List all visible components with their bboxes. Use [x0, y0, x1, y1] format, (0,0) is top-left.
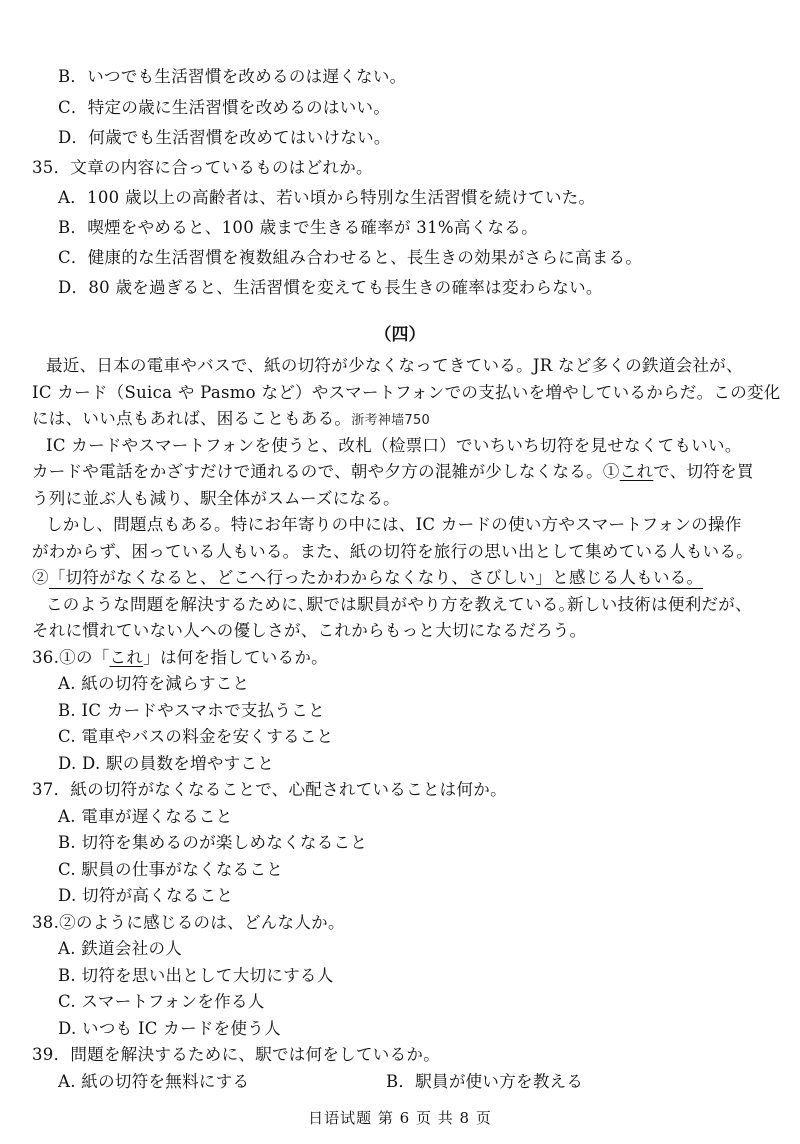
underlined-quote: 「切符がなくなると、どこへ行ったかわからなくなり、さびしい」と感じる人もいる。 — [48, 568, 704, 587]
marker-1: ① — [602, 462, 620, 481]
q36-stem-post: 」は何を指しているか。 — [143, 648, 328, 667]
q35-option-a: A．100 歳以上の高齢者は、若い頃から特別な生活習慣を続けていた。 — [58, 188, 596, 207]
q34-option-d: D．何歳でも生活習慣を改めてはいけない。 — [58, 128, 391, 147]
passage-p2-line1: IC カードやスマートフォンを使うと、改札（检票口）でいちいち切符を見せなくてもいい。 — [46, 436, 742, 455]
q36-stem-pre: 36.①の「 — [32, 648, 110, 667]
q35-option-b: B．喫煙をやめると、100 歳まで生きる確率が 31%高くなる。 — [58, 218, 538, 237]
q38-option-c: C. スマートフォンを作る人 — [58, 992, 265, 1011]
q37-option-d: D. 切符が高くなること — [58, 886, 234, 905]
q36-stem — [32, 647, 328, 669]
passage-p1-line1: 最近、日本の電車やバスで、紙の切符が少なくなってきている。JR など多くの鉄道会社が、 — [46, 356, 743, 375]
q39-option-b: B．駅員が使い方を教える — [386, 1072, 584, 1091]
q37-option-a: A. 電車が遅くなること — [58, 807, 233, 826]
q39-option-a: A. 紙の切符を無料にする — [58, 1072, 250, 1091]
q36-option-a: A. 紙の切符を減らすこと — [58, 674, 250, 693]
passage-p2-line3: う列に並ぶ人も減り、駅全体がスムーズになる。 — [32, 489, 400, 508]
q37-stem: 37．紙の切符がなくなることで、心配されていることは何か。 — [32, 780, 507, 799]
passage-p1-line2: IC カード（Suica や Pasmo など）やスマートフォンでの支払いを増やしているからだ。この変化 — [32, 383, 781, 402]
q35-option-d: D．80 歳を過ぎると、生活習慣を変えても長生きの確率は変わらない。 — [58, 278, 603, 297]
q36-option-b: B. IC カードやスマホで支払うこと — [58, 701, 325, 720]
q38-option-b: B. 切符を思い出として大切にする人 — [58, 966, 334, 985]
watermark-tag: 浙考神墙750 — [351, 413, 431, 428]
passage-p4-line1: このような問題を解決するために､駅では駅員がやり方を教えている｡新しい技術は便利だが、 — [46, 595, 752, 614]
passage-p2-line2-rest: で、切符を買 — [653, 462, 754, 481]
q37-option-b: B. 切符を集めるのが楽しめなくなること — [58, 833, 368, 852]
q36-stem-kore: これ — [109, 648, 144, 667]
passage-p4-line2: それに慣れていない人への優しさが、これからもっと大切になるだろう。 — [32, 621, 587, 640]
section-title: （四） — [374, 325, 426, 345]
page-footer: 日语试题 第 6 页 共 8 页 — [308, 1109, 492, 1127]
passage-p3-line2: がわからず、困っている人もいる。また、紙の切符を旅行の思い出として集めている人もいる。 — [32, 542, 754, 561]
passage-p2-line2 — [32, 461, 754, 483]
passage-p3-line3 — [32, 567, 703, 589]
passage-p3-line1: しかし、問題点もある。特にお年寄りの中には、IC カードの使い方やスマートフォンの操作 — [46, 515, 742, 534]
q36-option-d: D. D. 駅の員数を増やすこと — [58, 754, 275, 773]
q38-option-d: D. いつも IC カードを使う人 — [58, 1019, 281, 1038]
q36-option-c: C. 電車やバスの料金を安くすること — [58, 727, 334, 746]
underlined-kore: これ — [619, 462, 654, 481]
q38-option-a: A. 鉄道会社の人 — [58, 939, 183, 958]
q34-option-b: B．いつでも生活習慣を改めるのは遅くない。 — [58, 67, 407, 86]
passage-p1-line3 — [32, 408, 430, 432]
marker-2: ② — [32, 568, 49, 587]
passage-p1-line3-text: には、いい点もあれば、困ることもある。 — [32, 409, 352, 428]
q35-option-c: C．健康的な生活習慣を複数組み合わせると、長生きの効果がさらに高まる。 — [58, 248, 643, 267]
q38-stem: 38.②のように感じるのは、どんな人か。 — [32, 913, 345, 932]
q39-stem: 39．問題を解決するために、駅では何をしているか。 — [32, 1045, 440, 1064]
q34-option-c: C．特定の歳に生活習慣を改めるのはいい。 — [58, 98, 391, 117]
q37-option-c: C. 駅員の仕事がなくなること — [58, 860, 284, 879]
q35-stem: 35．文章の内容に合っているものはどれか。 — [32, 158, 373, 177]
passage-p2-line2-text: カードや電話をかざすだけで通れるので、朝や夕方の混雑が少しなくなる。 — [32, 462, 603, 481]
